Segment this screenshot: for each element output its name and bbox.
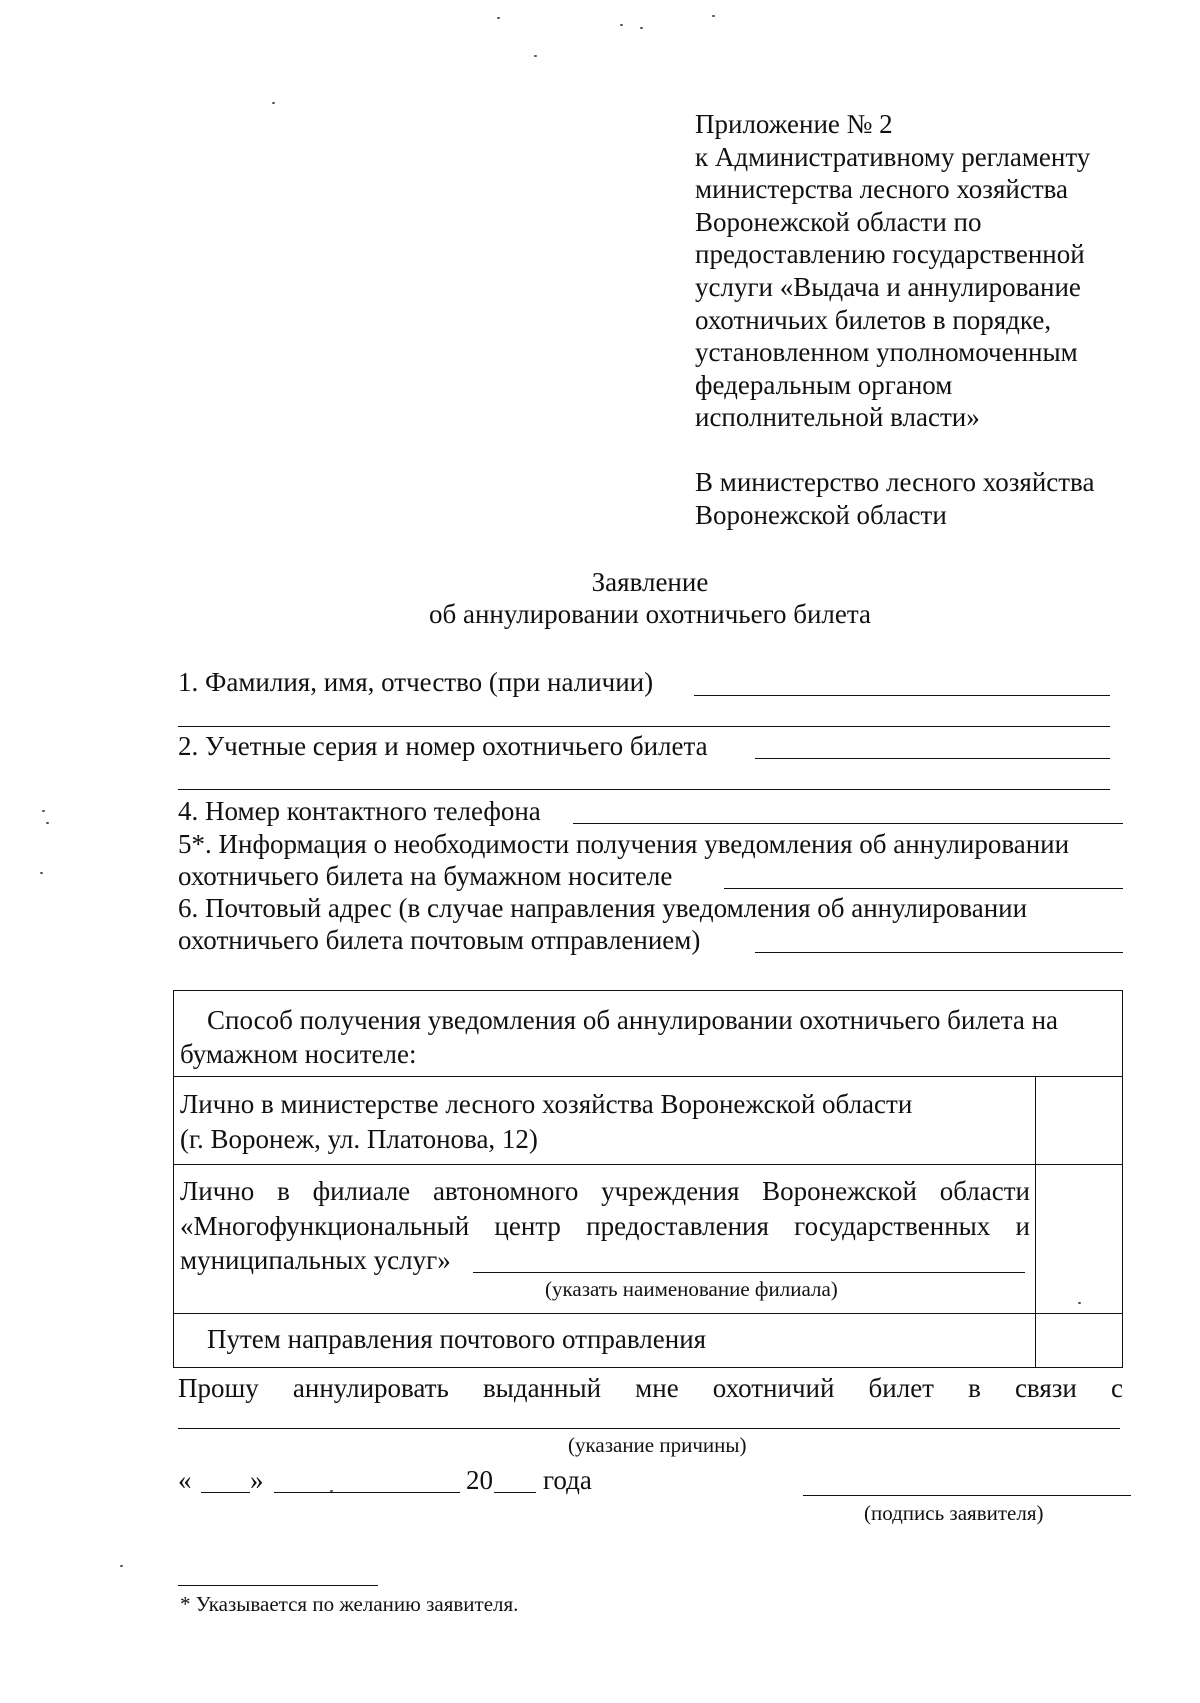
request-word: Прошу bbox=[178, 1373, 259, 1403]
date-year-word: года bbox=[543, 1465, 592, 1495]
table-divider bbox=[173, 1313, 1123, 1314]
document-title: Заявление bbox=[591, 567, 709, 597]
table-header-line-1: Способ получения уведомления об аннулировании охотничьего билета на bbox=[207, 1005, 1059, 1035]
request-word: аннулировать bbox=[292, 1373, 449, 1403]
field-full-name-label: 1. Фамилия, имя, отчество (при наличии) bbox=[178, 667, 654, 697]
signature-input-line[interactable] bbox=[803, 1495, 1131, 1496]
request-word: в bbox=[968, 1373, 981, 1403]
date-month-input-line[interactable] bbox=[274, 1492, 460, 1493]
table-divider bbox=[173, 1164, 1123, 1165]
option-post-checkbox[interactable] bbox=[1036, 1314, 1121, 1366]
date-day-input-line[interactable] bbox=[201, 1492, 250, 1493]
appendix-header bbox=[695, 108, 1090, 434]
option-mfc-label-3: муниципальных услуг» bbox=[180, 1245, 451, 1275]
request-word: с bbox=[1110, 1373, 1123, 1403]
request-word: мне bbox=[635, 1373, 679, 1403]
field-phone-input-line[interactable] bbox=[573, 823, 1123, 824]
field-ticket-number-label: 2. Учетные серия и номер охотничьего билета bbox=[178, 731, 708, 761]
field-paper-notice-label-2: охотничьего билета на бумажном носителе bbox=[178, 861, 673, 891]
footnote-text: * Указывается по желанию заявителя. bbox=[180, 1592, 519, 1616]
reason-input-line[interactable] bbox=[178, 1428, 1120, 1429]
appendix-line: услуги «Выдача и аннулирование bbox=[695, 271, 1081, 302]
date-open-quote: « bbox=[178, 1465, 192, 1495]
field-paper-notice-input-line[interactable] bbox=[724, 888, 1123, 889]
option-mfc-label-2: «Многофункциональный центр предоставления государственных и bbox=[180, 1211, 1030, 1241]
field-postal-address-input-line[interactable] bbox=[755, 952, 1123, 953]
appendix-line: предоставлению государственной bbox=[695, 239, 1085, 270]
appendix-line: Воронежской области по bbox=[695, 206, 982, 237]
date-year-input-line[interactable] bbox=[494, 1492, 536, 1493]
field-full-name-input-line[interactable] bbox=[694, 695, 1110, 696]
field-phone-label: 4. Номер контактного телефона bbox=[178, 796, 541, 826]
option-ministry-label-2: (г. Воронеж, ул. Платонова, 12) bbox=[180, 1124, 538, 1154]
field-ticket-number-input-line[interactable] bbox=[755, 758, 1110, 759]
field-paper-notice-label-1: 5*. Информация о необходимости получения уведомления об аннулировании bbox=[178, 829, 1070, 859]
appendix-line: к Административному регламенту bbox=[695, 141, 1091, 172]
recipient-line: Воронежской области bbox=[695, 499, 947, 530]
signature-hint: (подпись заявителя) bbox=[864, 1501, 1044, 1525]
appendix-line: Приложение № 2 bbox=[695, 109, 893, 139]
date-close-quote: » bbox=[250, 1465, 264, 1495]
option-mfc-branch-hint: (указать наименование филиала) bbox=[545, 1277, 838, 1301]
field-full-name-input-line-2[interactable] bbox=[178, 726, 1110, 727]
recipient-line: В министерство лесного хозяйства bbox=[695, 467, 1095, 497]
option-post-label: Путем направления почтового отправления bbox=[207, 1324, 707, 1354]
reason-hint: (указание причины) bbox=[568, 1433, 747, 1457]
option-mfc-branch-input-line[interactable] bbox=[473, 1272, 1025, 1273]
appendix-line: установленном уполномоченным bbox=[695, 337, 1078, 368]
table-divider bbox=[173, 1076, 1123, 1077]
date-year-prefix: 20 bbox=[466, 1465, 493, 1495]
request-word: связи bbox=[1014, 1373, 1077, 1403]
field-postal-address-label-1: 6. Почтовый адрес (в случае направления уведомления об аннулировании bbox=[178, 893, 1028, 923]
option-mfc-checkbox[interactable] bbox=[1036, 1165, 1121, 1312]
request-statement bbox=[178, 1372, 1123, 1404]
field-postal-address-label-2: охотничьего билета почтовым отправлением) bbox=[178, 925, 701, 955]
appendix-line: исполнительной власти» bbox=[695, 402, 980, 433]
field-ticket-number-input-line-2[interactable] bbox=[178, 789, 1110, 790]
appendix-line: охотничьих билетов в порядке, bbox=[695, 304, 1052, 335]
document-subtitle: об аннулировании охотничьего билета bbox=[428, 599, 871, 629]
request-word: билет bbox=[868, 1373, 934, 1403]
footnote-separator bbox=[178, 1585, 378, 1586]
option-ministry-label-1: Лично в министерстве лесного хозяйства Воронежской области bbox=[180, 1089, 913, 1119]
appendix-line: министерства лесного хозяйства bbox=[695, 174, 1068, 205]
option-ministry-checkbox[interactable] bbox=[1036, 1077, 1121, 1163]
option-mfc-label-1: Лично в филиале автономного учреждения Воронежской области bbox=[180, 1176, 1030, 1206]
recipient-block bbox=[695, 466, 1094, 531]
appendix-line: федеральным органом bbox=[695, 369, 953, 400]
table-header-line-2: бумажном носителе: bbox=[180, 1039, 417, 1069]
request-word: выданный bbox=[482, 1373, 602, 1403]
request-word: охотничий bbox=[712, 1373, 835, 1403]
